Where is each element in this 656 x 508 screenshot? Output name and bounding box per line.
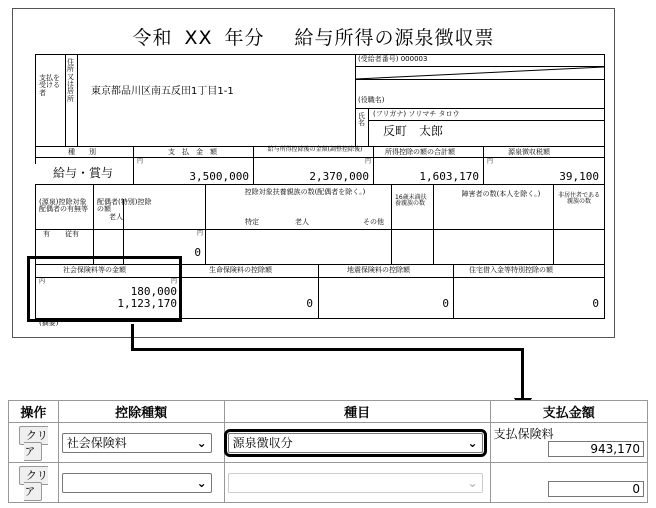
highlight-social-insurance (27, 256, 182, 322)
kind-label: 種 別 (68, 148, 96, 156)
header-deduction-type: 控除種類 (58, 401, 224, 423)
title-era: 令和 (132, 27, 173, 49)
spouse-label: (源泉)控除対象配偶者の有無等 (39, 198, 88, 214)
form-row-1 (9, 423, 648, 463)
amount-input-row-2[interactable]: 0 (548, 481, 644, 497)
connector-vertical-right (521, 348, 524, 400)
social-insurance-label: 社会保険料等の金額 (63, 266, 126, 274)
recipient-number: (受給者番号) 000003 (358, 55, 428, 63)
spouse-deduction-value: 0 (194, 246, 201, 259)
connector-horizontal (131, 348, 524, 351)
name-label: 氏名 (358, 112, 365, 128)
slip-title (13, 23, 614, 50)
recipient-label: 支払を受ける者 (39, 74, 60, 97)
deduction-type-select-row-1[interactable] (62, 433, 212, 453)
housing-loan-amount: 0 (592, 297, 599, 310)
social-insurance-amount: 1,123,170 (117, 297, 177, 310)
after-deduction-label: 給与所得控除後の金額(調整控除後) (267, 146, 363, 153)
other-label: その他 (363, 218, 384, 226)
furigana: (フリガナ) ソリマチ タロウ (373, 110, 460, 118)
remarks-label: (摘要) (39, 319, 59, 327)
deduction-form (8, 400, 648, 503)
earthquake-insurance-amount: 0 (442, 297, 449, 310)
item-select-row-2[interactable] (228, 473, 483, 493)
social-insurance-inner: 180,000 (130, 285, 177, 298)
item-select-row-1[interactable] (228, 433, 483, 453)
address-label: 住所又は居所 (67, 58, 74, 103)
deduction-type-value: 社会保険料 (66, 436, 127, 450)
payment-amount: 3,500,000 (189, 170, 249, 183)
life-insurance-amount: 0 (306, 297, 313, 310)
chevron-down-icon: ⌄ (196, 476, 207, 490)
position-label: (役職名) (358, 96, 385, 104)
amount-label-row-1: 支払保険料 (493, 427, 554, 441)
spouse-deduction-label: 配偶者(特別)控除の額 (97, 198, 152, 214)
address-value: 東京都品川区南五反田1丁目1-1 (91, 86, 234, 97)
kind-value: 給与・賞与 (53, 166, 114, 180)
chevron-down-icon: ⌄ (196, 435, 207, 450)
old-label: 老人 (109, 213, 123, 221)
withholding-label: 源泉徴収税額 (508, 148, 550, 156)
earthquake-insurance-label: 地震保険料の控除額 (347, 266, 410, 274)
clear-button-row-1[interactable]: クリア (19, 426, 48, 461)
title-year: XX (184, 27, 213, 49)
payment-label: 支 払 金 額 (168, 148, 217, 156)
life-insurance-label: 生命保険料の控除額 (209, 266, 272, 274)
name-value: 反町 太郎 (383, 124, 444, 138)
chevron-down-icon: ⌄ (467, 476, 478, 490)
deduction-type-select-row-2[interactable] (62, 473, 212, 493)
header-item: 種目 (224, 401, 490, 423)
form-row-2 (9, 463, 648, 503)
title-suffix: 年分 (224, 27, 265, 49)
disabled-label: 障害者の数(本人を除く。) (461, 190, 541, 198)
amount-input-row-1[interactable]: 943,170 (548, 441, 644, 457)
old-label-2: 老人 (295, 218, 309, 226)
follow-label: 従有 (65, 230, 79, 238)
chevron-down-icon: ⌄ (467, 435, 478, 450)
housing-loan-label: 住宅借入金等特別控除の額 (469, 266, 553, 274)
special-label: 特定 (245, 218, 259, 226)
after-deduction-amount: 2,370,000 (309, 170, 369, 183)
nonresident-label: 非居住者である親族の数 (557, 192, 600, 206)
title-main: 給与所得の源泉徴収票 (294, 27, 495, 49)
under16-label: 16歳未満扶養親族の数 (395, 194, 427, 208)
withholding-amount: 39,100 (559, 170, 599, 183)
withholding-slip: 令和 XX 年分 給与所得の源泉徴収票 支払を受ける者 住所又は居所 東京都品川区南五反田1丁目1-1 (受給者番号) 000003 (役職名) 氏名 (フリガナ) ソリマチ タロウ 反町 太郎 種 別 支 払 金 額 給与所得控除後の金額(調整控除後) 所得控除の額の合計額 源泉徴収税額 給与・賞与 円 3,500,000 円 2,370,000 1,603,170 円 39,100 (源泉)控除対象配偶者の有無等 配偶者(特別)控除の額 老人 控除対象扶養親族の数(配偶者を除く。) 16歳未満扶養親族の数 障害者の数(本人を除く。) 非居住者である親族の数 特定 老人 その他 有 従有 円 0 社会保険料等の金額 生命保険料の控除額 地震保険料の控除額 住宅借入金等特別控除の額 内 円 180,000 1,123,170 0 0 0 (摘要) (12, 8, 615, 338)
deduction-total-label: 所得控除の額の合計額 (385, 148, 455, 156)
connector-vertical-left (131, 324, 134, 350)
have-label: 有 (43, 230, 50, 238)
amount-label-row-2 (494, 468, 644, 481)
header-operation: 操作 (9, 401, 59, 423)
dependents-label: 控除対象扶養親族の数(配偶者を除く。) (244, 188, 366, 196)
clear-button-row-2[interactable]: クリア (19, 466, 48, 501)
header-amount: 支払金額 (490, 401, 647, 423)
item-value: 源泉徴収分 (232, 436, 293, 450)
deduction-total-amount: 1,603,170 (419, 170, 479, 183)
